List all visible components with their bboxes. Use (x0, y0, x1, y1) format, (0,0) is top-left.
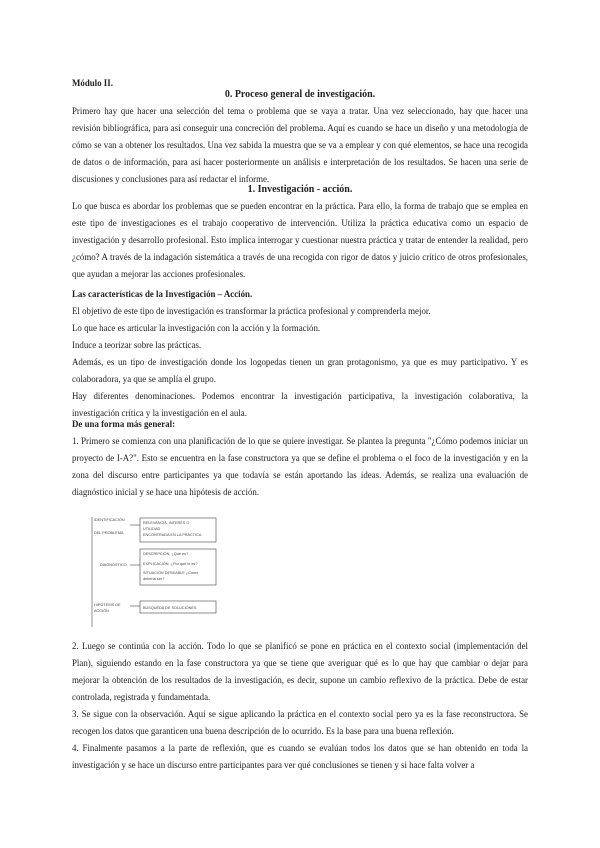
diagram-text: debería ser? (143, 577, 165, 581)
diagram-label-hypothesis: HIPÓTESIS DE (94, 603, 121, 607)
general-heading: De una forma más general: (72, 419, 176, 429)
characteristics-line: Además, es un tipo de investigación donde los logopedas tienen un gran protagonismo, ya que es muy participativo. Y es colaboradora, ya que se amplía el grupo. (72, 357, 528, 384)
diagram-text: SITUACIÓN DESEABLE ¿Cómo (143, 571, 199, 575)
research-action-diagram (88, 505, 248, 627)
characteristics-line: Lo que hace es articular la investigación con la acción y la formación. (72, 323, 321, 333)
step-2-paragraph: 2. Luego se continúa con la acción. Todo lo que se planificó se pone en práctica en el contexto social (implementación del Plan), siguiendo estando en la fase constructora ya que se tiene que averiguar qué es lo que hay que cambiar o dejar para mejorar la obtención de los resultados de la investigación, es decir, supone un cambio reflexivo de la práctica. Debe de estar controlada, registrada y fundamentada. (72, 641, 528, 702)
module-title: Módulo II. (72, 78, 113, 88)
diagram-label-identification: IDENTIFICACIÓN (94, 518, 125, 522)
section-0-title: 0. Proceso general de investigación. (224, 89, 376, 100)
diagram-label-action: ACCIÓN (94, 609, 109, 613)
characteristics-heading: Las características de la Investigación – Acción. (72, 289, 253, 299)
step-1-paragraph: 1. Primero se comienza con una planificación de lo que se quiere investigar. Se plantea la pregunta "¿Cómo podemos iniciar un proyecto de I-A?". Esto se encuentra en la fase constructora ya que se define el problema o el foco de la investigación y en la zona del discurso entre participantes ya que todavía se están aportando las ideas. Además, se realiza una evaluación de diagnóstico inicial y se hace una hipótesis de acción. (72, 436, 528, 497)
diagram-text: RELEVANCIA, INTERÉS O (143, 521, 190, 525)
diagram-text: EXPLICACIÓN, ¿Por qué lo es? (143, 562, 198, 566)
diagram-label-diagnosis: DIAGNÓSTICO (100, 563, 127, 567)
characteristics-list (72, 303, 528, 422)
section-0-paragraph: Primero hay que hacer una selección del tema o problema que se vaya a tratar. Una vez seleccionado, hay que hacer una revisión bibliográfica, para así conseguir una concreción del problema. Aquí es cuando se hace un diseño y una metodología de cómo se van a obtener los resultados. Una vez sabida la muestra que se va a emplear y con qué elementos, se hace una recogida de datos o de información, para así hacer posteriormente un análisis e interpretación de los resultados. Se hacen una serie de discusiones y conclusiones para así redactar el informe. (72, 106, 528, 184)
step-4-paragraph: 4. Finalmente pasamos a la parte de reflexión, que es cuando se evalúan todos los datos que se han obtenido en toda la investigación y se hace un discurso entre participantes para ver qué conclusiones se tienen y si hace falta volver a (72, 743, 528, 770)
section-1-paragraph: Lo que busca es abordar los problemas que se pueden encontrar en la práctica. Para ello, la forma de trabajo que se emplea en este tipo de investigaciones es el trabajo cooperativo de intervención. Utiliza la práctica educativa como un espacio de investigación y desarrollo profesional. Esto implica interrogar y cuestionar nuestra práctica y tratar de entender la realidad, pero ¿cómo? A través de la indagación sistemática a través de una recogida con rigor de datos y juicio crítico de otros profesionales, que ayudan a mejorar las acciones profesionales. (72, 201, 528, 279)
characteristics-line: El objetivo de este tipo de investigación es transformar la práctica profesional y comprenderla mejor. (72, 306, 431, 316)
diagram-text: BÚSQUEDA DE SOLUCIONES (143, 606, 197, 610)
characteristics-line: Hay diferentes denominaciones. Podemos encontrar la investigación participativa, la investigación colaborativa, la investigación crítica y la investigación en el aula. (72, 391, 528, 418)
step-3-paragraph: 3. Se sigue con la observación. Aquí se sigue aplicando la práctica en el contexto social pero ya es la fase reconstructora. Se recogen los datos que garanticen una buena descripción de lo ocurrido. Es la base para una buena reflexión. (72, 709, 528, 736)
diagram-label-problem: DEL PROBLEMA (94, 531, 124, 535)
characteristics-line: Induce a teorizar sobre las prácticas. (72, 340, 202, 350)
diagram-text: DESCRIPCIÓN, ¿Qué es? (143, 552, 189, 556)
diagram-text: ENCONTRADA EN LA PRÁCTICA (143, 533, 202, 537)
diagram-text: UTILIDAD (143, 527, 161, 531)
section-1-title: 1. Investigación - acción. (247, 184, 353, 195)
